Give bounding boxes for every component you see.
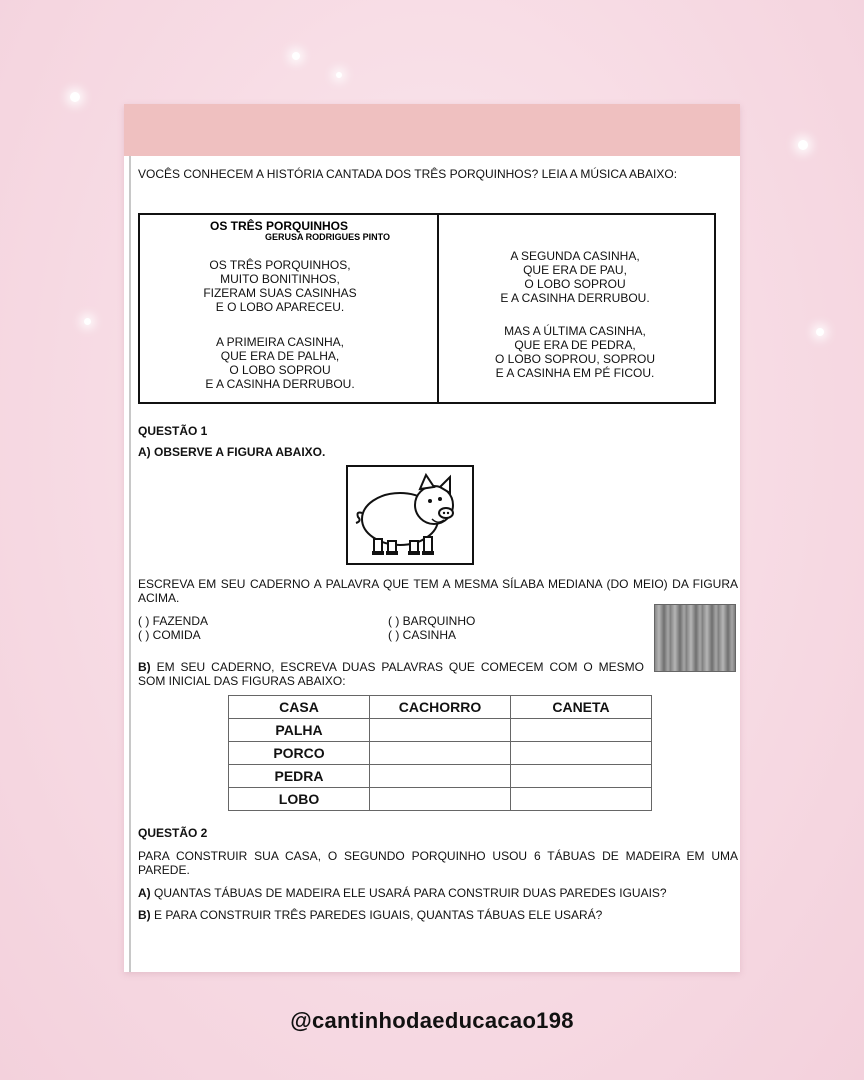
question-1-heading: QUESTÃO 1 (138, 424, 208, 438)
question-1b-text: EM SEU CADERNO, ESCREVA DUAS PALAVRAS QUE COMECEM COM O MESMO SOM INICIAL DAS FIGURAS ABAIXO: (138, 660, 644, 688)
poem-line: A PRIMEIRA CASINHA, (215, 335, 345, 349)
sparkle (816, 328, 824, 336)
table-cell: LOBO (229, 788, 370, 811)
question-2a (138, 886, 667, 900)
poem-title: OS TRÊS PORQUINHOS (210, 219, 349, 233)
options-right (388, 614, 475, 642)
table-row (229, 765, 652, 788)
social-handle: @cantinhodaeducacao198 (290, 1008, 574, 1033)
pig-figure-box (346, 465, 474, 565)
poem-box (138, 213, 716, 404)
poem-line: QUE ERA DE PEDRA, (514, 338, 636, 352)
table-cell (511, 742, 652, 765)
question-2b-text: E PARA CONSTRUIR TRÊS PAREDES IGUAIS, QUANTAS TÁBUAS ELE USARÁ? (154, 908, 603, 922)
table-row (229, 696, 652, 719)
poem-line: O LOBO SOPROU (229, 363, 331, 377)
poem-stanza (170, 258, 390, 314)
poem-divider (437, 215, 439, 402)
table-cell (370, 742, 511, 765)
table-header-cell: CASA (229, 696, 370, 719)
sparkle (84, 318, 91, 325)
worksheet-page (124, 104, 740, 972)
poem-line: E A CASINHA DERRUBOU. (500, 291, 650, 305)
words-table (228, 695, 652, 811)
option-casinha: ( ) CASINHA (388, 628, 457, 642)
wood-planks-image (654, 604, 736, 672)
poem-stanza (170, 335, 390, 391)
question-2-heading: QUESTÃO 2 (138, 826, 208, 840)
question-2a-text: QUANTAS TÁBUAS DE MADEIRA ELE USARÁ PARA CONSTRUIR DUAS PAREDES IGUAIS? (154, 886, 667, 900)
margin-line (129, 156, 131, 972)
poem-line: QUE ERA DE PALHA, (220, 349, 340, 363)
question-1a-prompt: A) OBSERVE A FIGURA ABAIXO. (138, 445, 326, 459)
poem-line: FIZERAM SUAS CASINHAS (203, 286, 357, 300)
question-2b-label: B) (138, 908, 151, 922)
question-2a-label: A) (138, 886, 151, 900)
question-1b-prompt (138, 660, 644, 688)
poem-line: MUITO BONITINHOS, (220, 272, 340, 286)
header-band (124, 104, 740, 156)
question-1b-label: B) (138, 660, 151, 674)
pig-icon (348, 467, 472, 563)
table-cell (511, 719, 652, 742)
sparkle (336, 72, 342, 78)
table-cell (370, 719, 511, 742)
poem-line: E O LOBO APARECEU. (215, 300, 345, 314)
poem-line: O LOBO SOPROU, SOPROU (494, 352, 656, 366)
table-cell (370, 788, 511, 811)
poem-line: OS TRÊS PORQUINHOS, (209, 258, 351, 272)
sparkle (70, 92, 80, 102)
option-barquinho: ( ) BARQUINHO (388, 614, 476, 628)
intro-text: VOCÊS CONHECEM A HISTÓRIA CANTADA DOS TRÊS PORQUINHOS? LEIA A MÚSICA ABAIXO: (138, 167, 678, 181)
table-cell (511, 765, 652, 788)
poem-line: O LOBO SOPROU (524, 277, 626, 291)
table-row (229, 719, 652, 742)
table-header-cell: CANETA (511, 696, 652, 719)
poem-line: A SEGUNDA CASINHA, (510, 249, 640, 263)
poem-line: E A CASINHA EM PÉ FICOU. (495, 366, 655, 380)
question-2-statement: PARA CONSTRUIR SUA CASA, O SEGUNDO PORQUINHO USOU 6 TÁBUAS DE MADEIRA EM UMA PAREDE. (138, 849, 738, 877)
table-cell: PEDRA (229, 765, 370, 788)
poem-stanza (460, 324, 690, 380)
options-left (138, 614, 208, 642)
table-cell (511, 788, 652, 811)
poem-stanza (460, 249, 690, 305)
poem-line: E A CASINHA DERRUBOU. (205, 377, 355, 391)
table-header-cell: CACHORRO (370, 696, 511, 719)
option-comida: ( ) COMIDA (138, 628, 201, 642)
table-cell (370, 765, 511, 788)
poem-author: GERUSA RODRIGUES PINTO (265, 232, 391, 242)
sparkle (292, 52, 300, 60)
poem-line: QUE ERA DE PAU, (523, 263, 627, 277)
sparkle (798, 140, 808, 150)
poem-line: MAS A ÚLTIMA CASINHA, (504, 324, 646, 338)
question-1-instruction: ESCREVA EM SEU CADERNO A PALAVRA QUE TEM A MESMA SÍLABA MEDIANA (DO MEIO) DA FIGURA ACIMA. (138, 577, 738, 605)
table-cell: PORCO (229, 742, 370, 765)
table-row (229, 742, 652, 765)
table-cell: PALHA (229, 719, 370, 742)
question-2b (138, 908, 602, 922)
option-fazenda: ( ) FAZENDA (138, 614, 209, 628)
table-row (229, 788, 652, 811)
